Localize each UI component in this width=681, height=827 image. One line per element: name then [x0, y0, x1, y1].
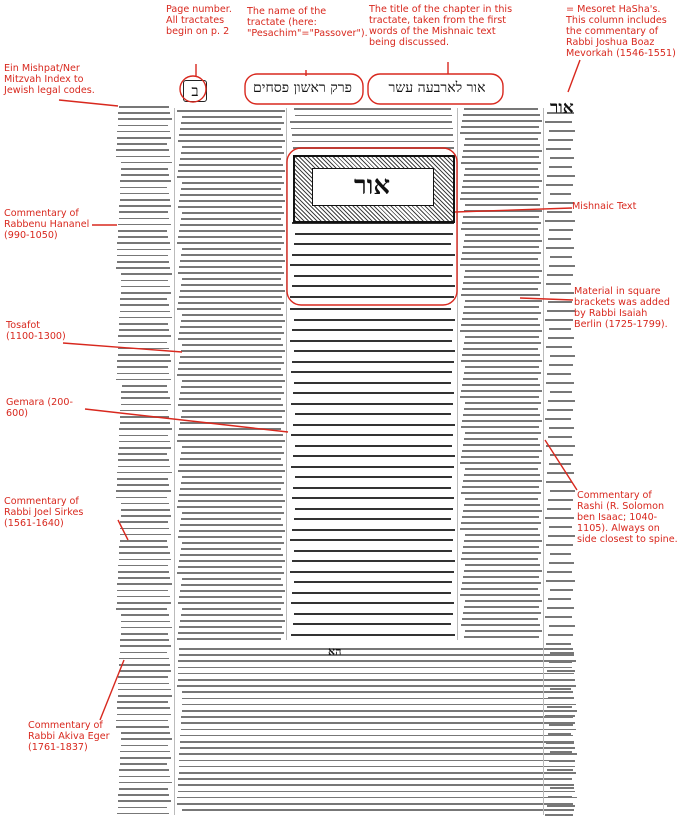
- annotation-tosafot: Tosafot (1100-1300): [6, 320, 66, 342]
- annotation-tractate-name: The name of the tractate (here: "Pesachim"="Passover").: [247, 6, 368, 39]
- tractate-name-outline: [245, 74, 363, 104]
- annotation-rashi: Commentary of Rashi (R. Solomon ben Isaac; 1040-1105). Always on side closest to spine.: [577, 490, 678, 545]
- annotation-joel-sirkes: Commentary of Rabbi Joel Sirkes (1561-1640): [4, 496, 84, 529]
- footer-word: הא: [328, 645, 342, 658]
- mishnah-outline: [287, 148, 457, 305]
- annotation-mishnaic-text: Mishnaic Text: [572, 201, 637, 212]
- annotation-gemara: Gemara (200-600): [6, 397, 73, 419]
- annotation-rabbenu-hananel: Commentary of Rabbenu Hananel (990-1050): [4, 208, 90, 241]
- page-number-circle: [180, 76, 206, 102]
- page-letter: ב: [183, 80, 207, 102]
- annotation-mesoret: = Mesoret HaSha's. This column includes the commentary of Rabbi Joshua Boaz Mevorkah (1546-1551): [566, 4, 676, 59]
- annotation-akiva-eger: Commentary of Rabbi Akiva Eger (1761-1837): [28, 720, 110, 753]
- annotation-square-brackets: Material in square brackets was added by Rabbi Isaiah Berlin (1725-1799).: [574, 286, 670, 330]
- chapter-title-outline: [368, 74, 503, 104]
- gemara-opening-word: אור: [550, 98, 574, 118]
- tractate-header: פרק ראשון פסחים: [253, 80, 352, 96]
- annotation-ein-mishpat: Ein Mishpat/Ner Mitzvah Index to Jewish legal codes.: [4, 63, 95, 96]
- annotation-page-number: Page number. All tractates begin on p. 2: [166, 4, 232, 37]
- opening-word: אור: [353, 171, 391, 201]
- chapter-header: אור לארבעה עשר: [388, 80, 486, 96]
- annotation-chapter-title: The title of the chapter in this tractate, taken from the first words of the Mishnaic text being discussed.: [369, 4, 513, 48]
